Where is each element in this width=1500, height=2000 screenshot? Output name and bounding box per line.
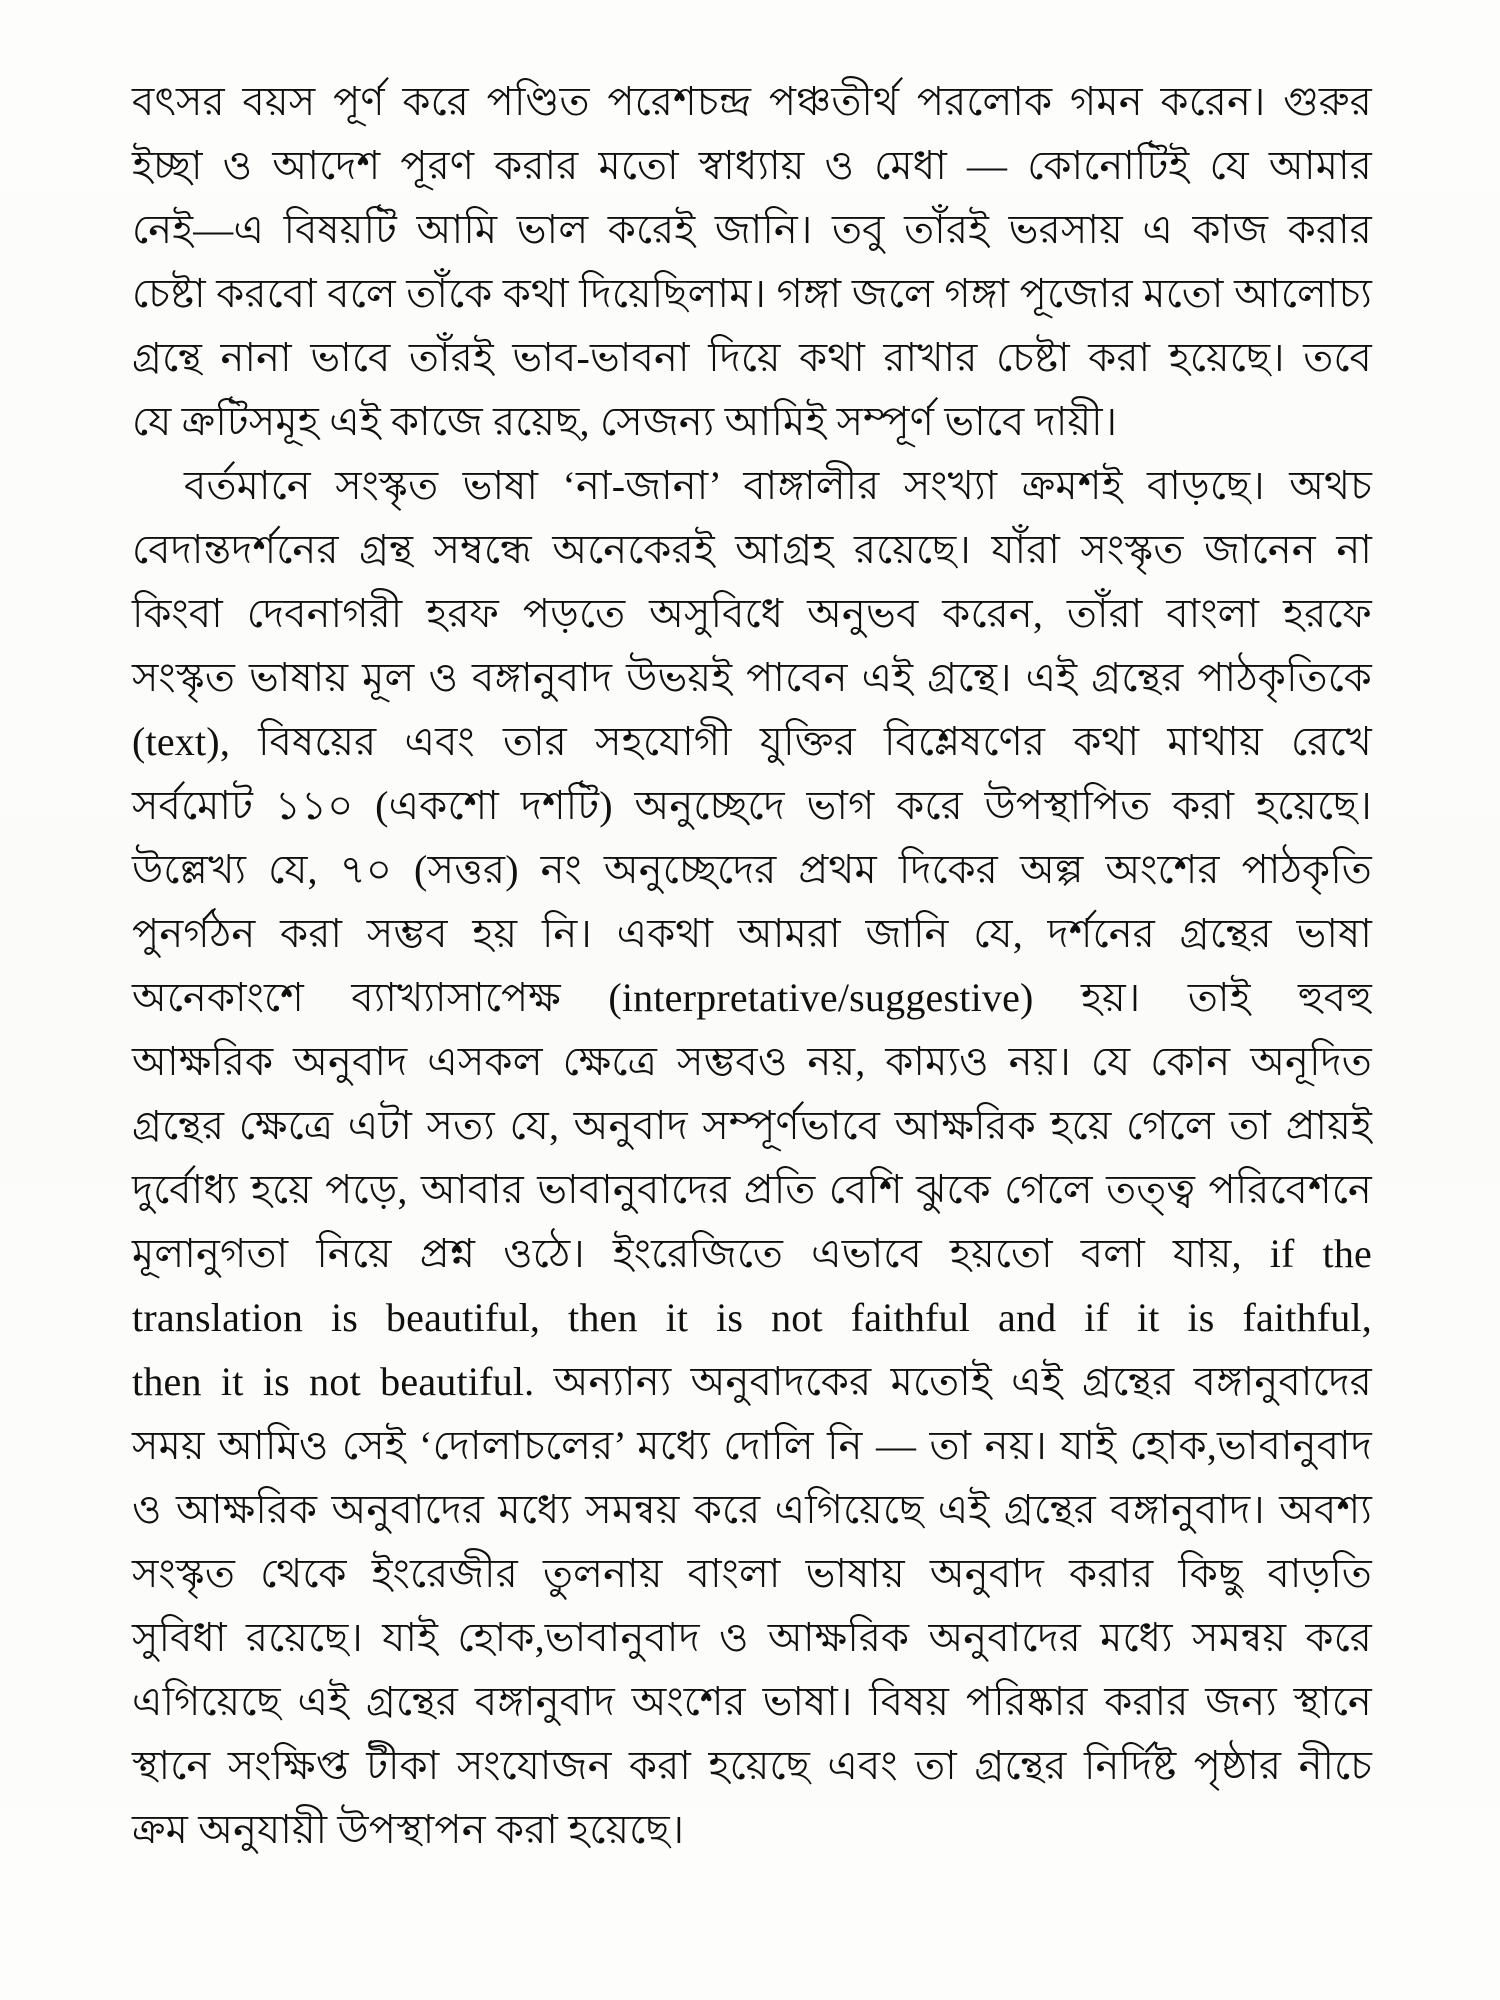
text-line: সংস্কৃত ভাষায় মূল ও বঙ্গানুবাদ উভয়ই পাবেন এই গ্রন্থে। এই গ্রন্থের পাঠকৃতিকে xyxy=(132,655,1372,700)
text-line: সর্বমোট ১১০ (একশো দশটি) অনুচ্ছেদে ভাগ করে উপস্থাপিত করা হয়েছে। xyxy=(132,783,1372,828)
page-text xyxy=(132,70,1372,1862)
text-line: বৎসর বয়স পূর্ণ করে পণ্ডিত পরেশচন্দ্র পঞ্চতীর্থ পরলোক গমন করেন। গুরুর xyxy=(132,79,1372,124)
text-line: ইচ্ছা ও আদেশ পূরণ করার মতো স্বাধ্যায় ও মেধা — কোনোটিই যে আমার xyxy=(132,143,1372,188)
text-line: সুবিধা রয়েছে। যাই হোক,ভাবানুবাদ ও আক্ষরিক অনুবাদের মধ্যে সমন্বয় করে xyxy=(132,1615,1372,1660)
text-line: আক্ষরিক অনুবাদ এসকল ক্ষেত্রে সম্ভবও নয়, কাম্যও নয়। যে কোন অনূদিত xyxy=(132,1039,1372,1084)
text-line: (text), বিষয়ের এবং তার সহযোগী যুক্তির বিশ্লেষণের কথা মাথায় রেখে xyxy=(132,719,1372,764)
text-line: পুনর্গঠন করা সম্ভব হয় নি। একথা আমরা জানি যে, দর্শনের গ্রন্থের ভাষা xyxy=(132,911,1372,956)
text-line: translation is beautiful, then it is not faithful and if it is faithful, xyxy=(132,1295,1372,1340)
text-line: গ্রন্থে নানা ভাবে তাঁরই ভাব-ভাবনা দিয়ে কথা রাখার চেষ্টা করা হয়েছে। তবে xyxy=(132,335,1372,380)
text-line: চেষ্টা করবো বলে তাঁকে কথা দিয়েছিলাম। গঙ্গা জলে গঙ্গা পূজোর মতো আলোচ্য xyxy=(132,271,1372,316)
text-line: সময় আমিও সেই ‘দোলাচলের’ মধ্যে দোলি নি — তা নয়। যাই হোক,ভাবানুবাদ xyxy=(132,1423,1372,1468)
paragraph xyxy=(132,454,1372,1862)
text-line: then it is not beautiful. অন্যান্য অনুবাদকের মতোই এই গ্রন্থের বঙ্গানুবাদের xyxy=(132,1359,1372,1404)
text-line: নেই—এ বিষয়টি আমি ভাল করেই জানি। তবু তাঁরই ভরসায় এ কাজ করার xyxy=(132,207,1372,252)
text-line: ক্রম অনুযায়ী উপস্থাপন করা হয়েছে। xyxy=(132,1807,685,1852)
paragraph xyxy=(132,70,1372,454)
text-line: স্থানে সংক্ষিপ্ত টীকা সংযোজন করা হয়েছে এবং তা গ্রন্থের নির্দিষ্ট পৃষ্ঠার নীচে xyxy=(132,1743,1372,1788)
text-line: এগিয়েছে এই গ্রন্থের বঙ্গানুবাদ অংশের ভাষা। বিষয় পরিষ্কার করার জন্য স্থানে xyxy=(132,1679,1372,1724)
text-line: বর্তমানে সংস্কৃত ভাষা ‘না-জানা’ বাঙ্গালীর সংখ্যা ক্রমশই বাড়ছে। অথচ xyxy=(184,463,1372,508)
text-line: মূলানুগতা নিয়ে প্রশ্ন ওঠে। ইংরেজিতে এভাবে হয়তো বলা যায়, if the xyxy=(132,1231,1372,1276)
text-line: উল্লেখ্য যে, ৭০ (সত্তর) নং অনুচ্ছেদের প্রথম দিকের অল্প অংশের পাঠকৃতি xyxy=(132,847,1372,892)
text-line: ও আক্ষরিক অনুবাদের মধ্যে সমন্বয় করে এগিয়েছে এই গ্রন্থের বঙ্গানুবাদ। অবশ্য xyxy=(132,1487,1372,1532)
text-line: যে ক্রটিসমূহ এই কাজে রয়েছ, সেজন্য আমিই সম্পূর্ণ ভাবে দায়ী। xyxy=(132,399,1118,444)
text-line: গ্রন্থের ক্ষেত্রে এটা সত্য যে, অনুবাদ সম্পূর্ণভাবে আক্ষরিক হয়ে গেলে তা প্রায়ই xyxy=(132,1103,1372,1148)
text-line: অনেকাংশে ব্যাখ্যাসাপেক্ষ (interpretative/suggestive) হয়। তাই হুবহু xyxy=(132,975,1372,1020)
text-line: দুর্বোধ্য হয়ে পড়ে, আবার ভাবানুবাদের প্রতি বেশি ঝুকে গেলে তত্ত্ব পরিবেশনে xyxy=(132,1167,1372,1212)
text-line: কিংবা দেবনাগরী হরফ পড়তে অসুবিধে অনুভব করেন, তাঁরা বাংলা হরফে xyxy=(132,591,1372,636)
text-line: বেদান্তদর্শনের গ্রন্থ সম্বন্ধে অনেকেরই আগ্রহ রয়েছে। যাঁরা সংস্কৃত জানেন না xyxy=(132,527,1372,572)
text-line: সংস্কৃত থেকে ইংরেজীর তুলনায় বাংলা ভাষায় অনুবাদ করার কিছু বাড়তি xyxy=(132,1551,1372,1596)
